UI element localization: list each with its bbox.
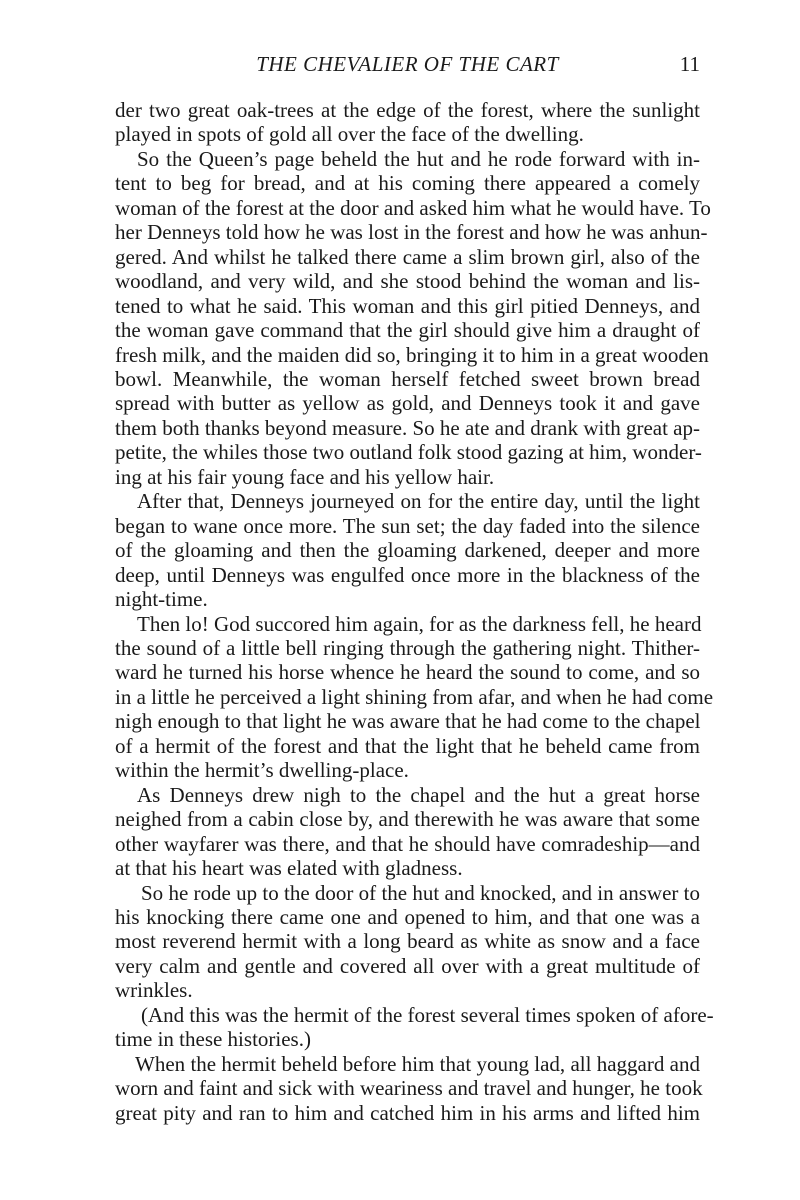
text-line: der two great oak-trees at the edge of the forest, where the sunlight [115, 98, 700, 122]
text-line: other wayfarer was there, and that he should have comradeship—and [115, 831, 700, 856]
text-line: at that his heart was elated with gladness. [115, 856, 463, 881]
text-line: deep, until Denneys was engulfed once more in the blackness of the [115, 562, 700, 587]
text-line: them both thanks beyond measure. So he ate and drank with great ap- [115, 415, 700, 440]
text-line: So he rode up to the door of the hut and knocked, and in answer to [141, 880, 700, 905]
text-line: night-time. [115, 587, 208, 612]
text-line: After that, Denneys journeyed on for the entire day, until the light [137, 489, 700, 514]
text-line: time in these histories.) [115, 1027, 311, 1052]
text-line: gered. And whilst he talked there came a slim brown girl, also of the [115, 244, 700, 269]
page-number: 11 [679, 52, 700, 76]
text-line: her Denneys told how he was lost in the forest and how he was anhun- [115, 220, 708, 245]
text-line: So the Queen’s page beheld the hut and he rode forward with in- [137, 146, 700, 171]
text-line: nigh enough to that light he was aware that he had come to the chapel [115, 709, 701, 734]
text-line: the woman gave command that the girl should give him a draught of [115, 318, 700, 343]
page-header [115, 52, 700, 82]
text-line: worn and faint and sick with weariness and travel and hunger, he took [115, 1076, 703, 1101]
text-line: of the gloaming and then the gloaming darkened, deeper and more [115, 538, 700, 563]
text-line: petite, the whiles those two outland folk stood gazing at him, wonder- [115, 440, 702, 465]
text-line: his knocking there came one and opened to him, and that one was a [115, 904, 700, 929]
text-line: most reverend hermit with a long beard as white as snow and a face [115, 929, 700, 954]
text-line: woman of the forest at the door and asked him what he would have. To [115, 195, 711, 220]
text-line: played in spots of gold all over the face of the dwelling. [115, 122, 584, 147]
text-line: within the hermit’s dwelling-place. [115, 758, 409, 783]
text-line: (And this was the hermit of the forest several times spoken of afore- [141, 1002, 714, 1027]
text-line: neighed from a cabin close by, and therewith he was aware that some [115, 807, 700, 832]
text-line: very calm and gentle and covered all over with a great multitude of [115, 953, 700, 978]
text-line: woodland, and very wild, and she stood behind the woman and lis- [115, 269, 700, 294]
body-text [115, 98, 714, 1125]
text-line: in a little he perceived a light shining from afar, and when he had come [115, 684, 714, 709]
text-line: bowl. Meanwhile, the woman herself fetched sweet brown bread [115, 366, 700, 391]
text-line: When the hermit beheld before him that young lad, all haggard and [135, 1051, 700, 1076]
text-line: ing at his fair young face and his yellow hair. [115, 464, 495, 489]
text-line: tened to what he said. This woman and this girl pitied Denneys, and [115, 293, 700, 318]
text-line: began to wane once more. The sun set; the day faded into the silence [115, 513, 700, 538]
text-line: ward he turned his horse whence he heard the sound to come, and so [115, 660, 700, 685]
text-line: great pity and ran to him and catched him in his arms and lifted him [115, 1100, 700, 1125]
text-line: As Denneys drew nigh to the chapel and the hut a great horse [137, 782, 700, 807]
text-line: fresh milk, and the maiden did so, bringing it to him in a great wooden [115, 342, 709, 367]
text-line: of a hermit of the forest and that the light that he beheld came from [115, 733, 700, 758]
text-line: the sound of a little bell ringing through the gathering night. Thither- [115, 635, 700, 660]
running-title: THE CHEVALIER OF THE CART [256, 52, 559, 76]
text-line: tent to beg for bread, and at his coming there appeared a comely [115, 171, 700, 196]
text-line: Then lo! God succored him again, for as the darkness fell, he heard [137, 611, 702, 636]
text-line: wrinkles. [115, 978, 193, 1003]
text-line: spread with butter as yellow as gold, and Denneys took it and gave [115, 391, 700, 416]
